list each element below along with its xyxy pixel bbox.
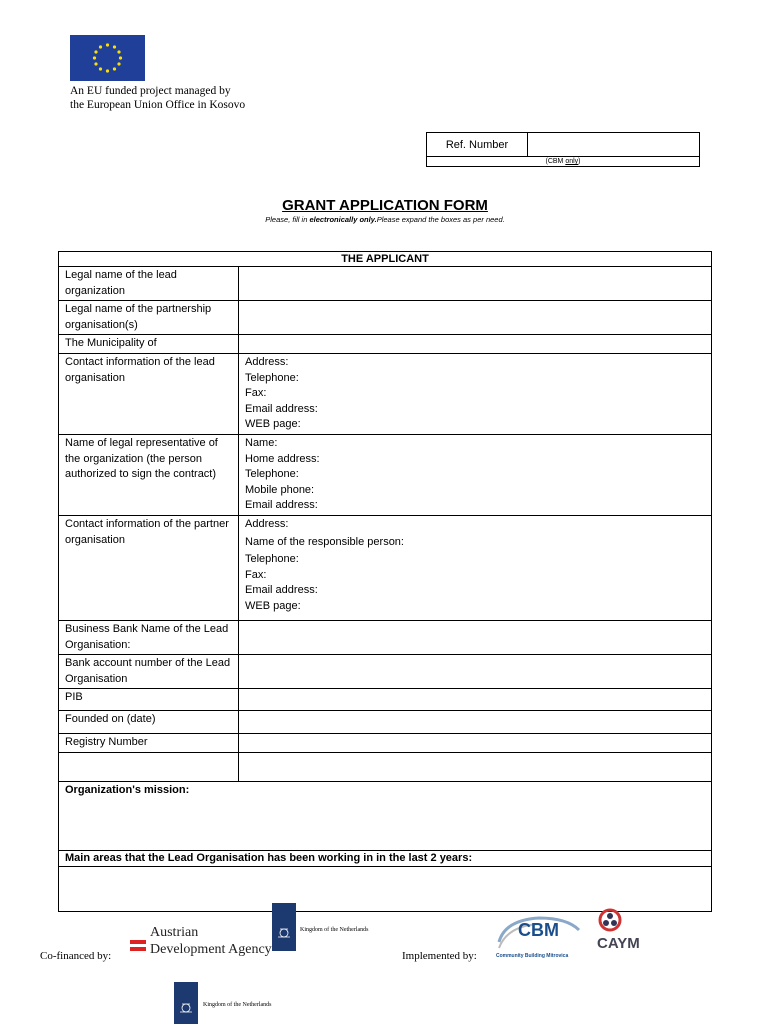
legal-rep-email[interactable]: Email address:	[245, 499, 318, 511]
legal-rep-fields	[239, 435, 712, 516]
ref-note-suffix: )	[578, 158, 581, 165]
netherlands-crest-icon-2	[174, 982, 198, 1024]
netherlands-label-2: Kingdom of the Netherlands	[203, 1002, 272, 1008]
legal-rep-home-address[interactable]: Home address:	[245, 452, 320, 465]
eu-caption	[70, 84, 245, 112]
caym-text: CAYM	[597, 935, 640, 952]
main-areas-label	[59, 850, 712, 866]
contact-lead-fields	[239, 354, 712, 435]
extra-label-cell	[59, 752, 239, 781]
legal-rep-telephone[interactable]: Telephone:	[245, 468, 299, 480]
form-subtitle-pre: Please, fill in	[265, 215, 310, 224]
eu-caption-line2: the European Union Office in Kosovo	[70, 99, 246, 111]
netherlands-crest-icon	[272, 903, 296, 951]
contact-lead-fax[interactable]: Fax:	[245, 387, 267, 399]
caym-emblem-icon	[596, 906, 624, 934]
bank-account-label: Bank account number of the Lead Organisation	[59, 655, 239, 689]
contact-partner-label: Contact information of the partner organisation	[59, 516, 239, 621]
mission-label: Organization's mission:	[65, 783, 190, 796]
bank-name-label: Business Bank Name of the Lead Organisation:	[59, 621, 239, 655]
implemented-label: Implemented by:	[402, 950, 477, 962]
contact-partner-responsible[interactable]: Name of the responsible person:	[245, 535, 404, 548]
bank-name-field[interactable]	[239, 621, 712, 655]
ref-note-prefix: (CBM	[545, 158, 566, 165]
founded-field[interactable]	[239, 711, 712, 734]
form-subtitle-post: Please expand the boxes as per need.	[376, 215, 505, 224]
contact-partner-telephone[interactable]: Telephone:	[245, 553, 299, 565]
contact-partner-fax[interactable]: Fax:	[245, 568, 267, 581]
ref-number-field[interactable]	[528, 133, 700, 157]
eu-caption-line1: An EU funded project managed by	[70, 85, 231, 97]
ref-note	[427, 157, 700, 167]
cbm-text: CBM	[518, 920, 559, 940]
contact-lead-email[interactable]: Email address:	[245, 402, 318, 415]
legal-name-partner-label: Legal name of the partnership organisation(s)	[59, 301, 239, 335]
eu-flag-logo	[70, 35, 145, 81]
main-areas-field[interactable]	[59, 866, 712, 911]
contact-partner-fields	[239, 516, 712, 621]
ref-number-table	[426, 132, 700, 167]
pib-label: PIB	[59, 689, 239, 711]
pib-field[interactable]	[239, 689, 712, 711]
austrian-line1: Austrian	[150, 925, 199, 940]
austrian-agency-logo	[150, 924, 272, 958]
cbm-subtitle: Community Building Mitrovica	[496, 953, 569, 959]
form-subtitle	[0, 215, 770, 224]
founded-label: Founded on (date)	[59, 711, 239, 734]
legal-rep-name[interactable]: Name:	[245, 437, 278, 449]
bank-account-field[interactable]	[239, 655, 712, 689]
cofinanced-label: Co-financed by:	[40, 950, 112, 962]
ref-number-label: Ref. Number	[427, 133, 528, 157]
legal-name-partner-field[interactable]	[239, 301, 712, 335]
form-title: GRANT APPLICATION FORM	[282, 197, 488, 214]
legal-rep-mobile[interactable]: Mobile phone:	[245, 483, 315, 496]
ref-note-only: only	[565, 158, 579, 165]
form-subtitle-bold: electronically only.	[309, 215, 377, 224]
netherlands-label: Kingdom of the Netherlands	[300, 927, 369, 933]
municipality-label: The Municipality of	[59, 335, 239, 354]
contact-lead-label: Contact information of the lead organisation	[59, 354, 239, 435]
applicant-table	[58, 251, 712, 912]
main-areas-text: Main areas that the Lead Organisation has been working in in the last 2 years:	[65, 851, 473, 864]
registry-label: Registry Number	[59, 734, 239, 753]
registry-field[interactable]	[239, 734, 712, 753]
legal-rep-label: Name of legal representative of the organization (the person authorized to sign the contract)	[59, 435, 239, 516]
contact-partner-email[interactable]: Email address:	[245, 584, 318, 596]
legal-name-lead-field[interactable]	[239, 267, 712, 301]
contact-partner-web[interactable]: WEB page:	[245, 599, 301, 612]
contact-lead-web[interactable]: WEB page:	[245, 418, 301, 430]
contact-partner-address[interactable]: Address:	[245, 518, 289, 530]
applicant-heading: THE APPLICANT	[59, 252, 712, 267]
contact-lead-telephone[interactable]: Telephone:	[245, 371, 299, 384]
mission-cell[interactable]	[59, 781, 712, 850]
contact-lead-address[interactable]: Address:	[245, 356, 289, 368]
municipality-field[interactable]	[239, 335, 712, 354]
extra-field-cell[interactable]	[239, 752, 712, 781]
legal-name-lead-label: Legal name of the lead organization	[59, 267, 239, 301]
austrian-line2: Development Agency	[150, 942, 272, 957]
austrian-flag-mark	[130, 940, 146, 954]
